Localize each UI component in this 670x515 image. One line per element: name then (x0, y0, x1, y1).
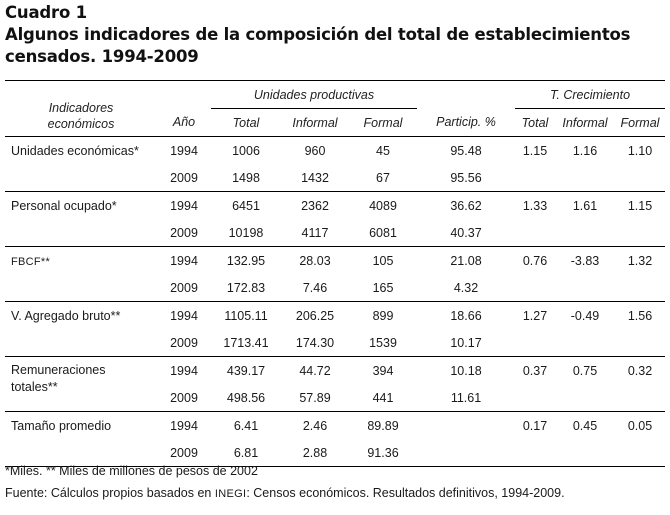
table-row (5, 137, 665, 165)
spacer-cell (417, 164, 427, 192)
header-row-1 (5, 81, 665, 109)
table-title-line-2: censados. 1994-2009 (5, 47, 199, 66)
year-cell: 1994 (170, 198, 198, 213)
total-cell: 1498 (211, 164, 281, 192)
table-notes (5, 460, 665, 505)
growth-informal-cell: 1.16 (572, 143, 598, 158)
growth-formal-cell: 0.05 (627, 418, 653, 433)
header-year: Año (157, 109, 211, 137)
spacer-cell (417, 357, 427, 385)
header-spacer (157, 81, 211, 109)
source-suffix: : Censos económicos. Resultados definitivos, 1994-2009. (246, 486, 565, 500)
indicator-label-text: V. Agregado bruto** (11, 309, 121, 323)
growth-empty-cell (555, 274, 615, 302)
spacer-cell (505, 384, 515, 412)
table-row (5, 192, 665, 220)
spacer-cell (505, 247, 515, 275)
growth-empty-cell (615, 274, 665, 302)
growth-empty-cell (555, 164, 615, 192)
formal-cell: 6081 (349, 219, 417, 247)
growth-formal-cell: 0.32 (627, 363, 653, 378)
indicator-label-text: Tamaño promedio (11, 419, 112, 433)
growth-empty-cell (515, 384, 555, 412)
header-indicadores-line1: Indicadores (48, 101, 114, 115)
informal-cell: 206.25 (295, 308, 335, 323)
growth-empty-cell (515, 329, 555, 357)
header-formal: Formal (349, 109, 417, 137)
indicator-label-text-line2: totales** (11, 380, 58, 394)
particip-cell: 95.48 (450, 143, 482, 158)
source-note (5, 482, 665, 505)
particip-cell: 21.08 (450, 253, 482, 268)
table-row (5, 412, 665, 440)
growth-total-cell: 1.15 (522, 143, 548, 158)
indicator-label-text: Personal ocupado* (11, 199, 117, 213)
informal-cell: 174.30 (281, 329, 349, 357)
formal-cell: 91.36 (349, 439, 417, 467)
year-cell: 2009 (157, 219, 211, 247)
units-note: *Miles. ** Miles de millones de pesos de 2002 (5, 464, 258, 478)
year-cell: 2009 (157, 164, 211, 192)
informal-cell: 2362 (301, 198, 329, 213)
particip-cell: 10.17 (427, 329, 505, 357)
growth-informal-cell: 0.75 (572, 363, 598, 378)
header-total: Total (211, 109, 281, 137)
total-cell: 132.95 (226, 253, 266, 268)
indicator-label-text: FBCF** (11, 256, 51, 268)
year-cell: 1994 (170, 308, 198, 323)
header-unidades-productivas: Unidades productivas (211, 81, 417, 109)
indicator-label-text: Unidades económicas* (11, 144, 139, 158)
spacer-cell (505, 137, 515, 165)
growth-total-cell: 0.37 (522, 363, 548, 378)
year-cell: 1994 (170, 253, 198, 268)
growth-total-cell: 0.17 (522, 418, 548, 433)
source-org: INEGI (214, 488, 247, 500)
informal-cell: 44.72 (299, 363, 331, 378)
total-cell: 10198 (211, 219, 281, 247)
total-cell: 6.41 (233, 418, 259, 433)
header-growth-informal: Informal (555, 109, 615, 137)
header-informal: Informal (281, 109, 349, 137)
year-cell: 2009 (157, 384, 211, 412)
spacer-cell (505, 412, 515, 440)
indicator-label (5, 137, 157, 192)
spacer-cell (505, 302, 515, 330)
growth-empty-cell (555, 384, 615, 412)
year-cell: 1994 (170, 418, 198, 433)
header-tasa-crecimiento: T. Crecimiento (515, 81, 665, 109)
growth-empty-cell (555, 329, 615, 357)
indicator-label (5, 357, 157, 412)
formal-cell: 441 (349, 384, 417, 412)
spacer-cell (417, 247, 427, 275)
spacer-cell (505, 219, 515, 247)
year-cell: 2009 (157, 329, 211, 357)
growth-total-cell: 1.33 (522, 198, 548, 213)
indicator-label (5, 192, 157, 247)
growth-empty-cell (515, 164, 555, 192)
growth-empty-cell (615, 329, 665, 357)
total-cell: 439.17 (226, 363, 266, 378)
indicator-label (5, 302, 157, 357)
formal-cell: 394 (372, 363, 394, 378)
indicator-label (5, 412, 157, 467)
growth-formal-cell: 1.56 (627, 308, 653, 323)
header-indicadores-line2: económicos (47, 117, 115, 131)
particip-cell: 11.61 (427, 384, 505, 412)
growth-informal-cell: -3.83 (570, 253, 600, 268)
spacer-cell (417, 219, 427, 247)
informal-cell: 960 (304, 143, 326, 158)
particip-cell: 36.62 (450, 198, 482, 213)
particip-cell: 40.37 (427, 219, 505, 247)
total-cell: 6.81 (211, 439, 281, 467)
growth-empty-cell (515, 274, 555, 302)
growth-informal-cell: 1.61 (572, 198, 598, 213)
informal-cell: 2.46 (302, 418, 328, 433)
total-cell: 172.83 (211, 274, 281, 302)
table-body (5, 137, 665, 467)
spacer-cell (505, 274, 515, 302)
spacer-cell (417, 274, 427, 302)
table-row (5, 357, 665, 385)
informal-cell: 28.03 (299, 253, 331, 268)
spacer-cell (505, 357, 515, 385)
total-cell: 1105.11 (224, 308, 268, 323)
indicators-table (5, 80, 665, 467)
growth-total-cell: 0.76 (522, 253, 548, 268)
source-prefix: Fuente: Cálculos propios basados en (5, 486, 215, 500)
growth-empty-cell (555, 219, 615, 247)
growth-empty-cell (615, 164, 665, 192)
particip-cell: 18.66 (450, 308, 482, 323)
formal-cell: 899 (372, 308, 394, 323)
total-cell: 498.56 (211, 384, 281, 412)
formal-cell: 105 (372, 253, 394, 268)
header-particip: Particip. % (427, 109, 505, 137)
year-cell: 1994 (170, 363, 198, 378)
growth-informal-cell: 0.45 (572, 418, 598, 433)
growth-formal-cell: 1.10 (627, 143, 653, 158)
year-cell: 1994 (170, 143, 198, 158)
growth-formal-cell: 1.15 (627, 198, 653, 213)
header-growth-total: Total (515, 109, 555, 137)
total-cell: 1006 (232, 143, 260, 158)
header-indicadores (5, 81, 157, 137)
spacer-cell (417, 192, 427, 220)
growth-empty-cell (615, 384, 665, 412)
header-growth-formal: Formal (615, 109, 665, 137)
spacer-cell (505, 164, 515, 192)
growth-total-cell: 1.27 (522, 308, 548, 323)
spacer-cell (505, 329, 515, 357)
informal-cell: 7.46 (281, 274, 349, 302)
spacer-cell (417, 412, 427, 440)
particip-cell (427, 412, 505, 440)
year-cell: 2009 (157, 274, 211, 302)
indicator-label (5, 247, 157, 302)
table-row (5, 302, 665, 330)
growth-empty-cell (515, 219, 555, 247)
formal-cell: 4089 (369, 198, 397, 213)
spacer-cell (417, 384, 427, 412)
informal-cell: 4117 (281, 219, 349, 247)
year-cell: 2009 (157, 439, 211, 467)
particip-cell: 10.18 (450, 363, 482, 378)
formal-cell: 67 (349, 164, 417, 192)
formal-cell: 165 (349, 274, 417, 302)
table-row (5, 247, 665, 275)
formal-cell: 1539 (349, 329, 417, 357)
informal-cell: 2.88 (281, 439, 349, 467)
indicator-label-text: Remuneraciones (11, 363, 106, 377)
spacer-cell (417, 329, 427, 357)
growth-formal-cell: 1.32 (627, 253, 653, 268)
total-cell: 1713.41 (211, 329, 281, 357)
formal-cell: 89.89 (367, 418, 399, 433)
spacer-cell (417, 302, 427, 330)
total-cell: 6451 (232, 198, 260, 213)
informal-cell: 57.89 (281, 384, 349, 412)
particip-cell: 4.32 (427, 274, 505, 302)
spacer-cell (505, 192, 515, 220)
growth-informal-cell: -0.49 (570, 308, 600, 323)
table-number: Cuadro 1 (5, 3, 87, 22)
particip-cell: 95.56 (427, 164, 505, 192)
spacer-cell (417, 137, 427, 165)
title-block (5, 2, 665, 68)
informal-cell: 1432 (281, 164, 349, 192)
table-title-line-1: Algunos indicadores de la composición del total de establecimientos (5, 25, 631, 44)
formal-cell: 45 (376, 143, 390, 158)
growth-empty-cell (615, 219, 665, 247)
